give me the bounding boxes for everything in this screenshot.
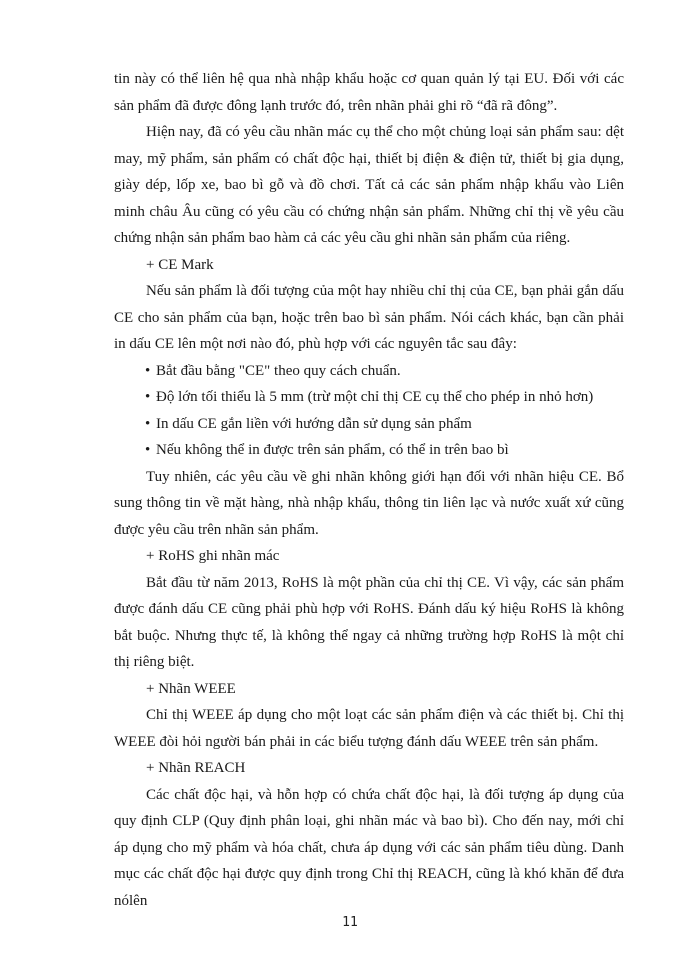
list-item — [114, 411, 624, 438]
bullet-icon: • — [145, 362, 151, 379]
paragraph-weee: Chỉ thị WEEE áp dụng cho một loạt các sản phẩm điện và các thiết bị. Chỉ thị WEEE đòi hỏi người bán phải in các biểu tượng đánh dấu WEEE trên sản phẩm. — [114, 707, 624, 750]
paragraph-ce-extra-info: Tuy nhiên, các yêu cầu về ghi nhãn không giới hạn đối với nhãn hiệu CE. Bổ sung thông tin về mặt hàng, nhà nhập khẩu, thông tin liên lạc và nước xuất xứ cũng được yêu cầu trên nhãn sản phẩm. — [114, 468, 624, 538]
paragraph-eu-contact: tin này có thể liên hệ qua nhà nhập khẩu hoặc cơ quan quản lý tại EU. Đối với các sản phẩm đã được đông lạnh trước đó, trên nhãn phải ghi rõ “đã rã đông”. — [114, 71, 624, 114]
paragraph-ce-intro: Nếu sản phẩm là đối tượng của một hay nhiều chỉ thị của CE, bạn phải gắn dấu CE cho sản phẩm của bạn, hoặc trên bao bì sản phẩm. Nói cách khác, bạn cần phải in dấu CE lên một nơi nào đó, phù hợp với các nguyên tắc sau đây: — [114, 283, 624, 352]
list-item-text: Độ lớn tối thiểu là 5 mm (trừ một chỉ thị CE cụ thể cho phép in nhỏ hơn) — [156, 389, 594, 405]
bullet-icon: • — [145, 389, 151, 405]
paragraph-reach: Các chất độc hại, và hỗn hợp có chứa chất độc hại, là đối tượng áp dụng của quy định CLP (Quy định phân loại, ghi nhãn mác và bao bì). Cho đến nay, mới chỉ áp dụng cho mỹ phẩm và hóa chất, chưa áp dụng với các sản phẩm tiêu dùng. Danh mục các chất độc hại được quy định trong Chỉ thị REACH, cũng là khó khăn để đưa nólên — [114, 786, 624, 909]
list-item — [114, 437, 624, 464]
heading-ce-mark: + CE Mark — [146, 256, 214, 273]
page-number: 11 — [342, 915, 358, 930]
bullet-icon: • — [145, 415, 151, 432]
paragraph-rohs: Bắt đầu từ năm 2013, RoHS là một phần của chỉ thị CE. Vì vậy, các sản phẩm được đánh dấu CE cũng phải phù hợp với RoHS. Đánh dấu ký hiệu RoHS là không bắt buộc. Nhưng thực tế, là không thể ngay cả những trường hợp RoHS là một chỉ thị riêng biệt. — [114, 574, 624, 670]
list-item-text: In dấu CE gắn liền với hướng dẫn sử dụng sản phẩm — [156, 415, 472, 432]
ce-rules-list — [114, 358, 624, 464]
paragraph-label-requirements: Hiện nay, đã có yêu cầu nhãn mác cụ thể cho một chủng loại sản phẩm sau: dệt may, mỹ phẩm, sản phẩm có chất độc hại, thiết bị điện & điện tử, thiết bị gia dụng, giày dép, lốp xe, bao bì gỗ và đồ chơi. Tất cả các sản phẩm nhập khẩu vào Liên minh châu Âu cũng có yêu cầu có chứng nhận sản phẩm. Những chỉ thị về yêu cầu chứng nhận sản phẩm bao hàm cả các yêu cầu ghi nhãn sản phẩm của riêng. — [114, 124, 624, 246]
list-item-text: Bắt đầu bằng "CE" theo quy cách chuẩn. — [156, 362, 401, 379]
page-body — [114, 66, 624, 914]
list-item — [114, 384, 624, 411]
bullet-icon: • — [145, 442, 151, 458]
heading-reach: + Nhãn REACH — [146, 760, 246, 776]
list-item-text: Nếu không thể in được trên sản phẩm, có thể in trên bao bì — [156, 442, 509, 458]
heading-weee: + Nhãn WEEE — [146, 680, 236, 697]
heading-rohs: + RoHS ghi nhãn mác — [146, 548, 280, 564]
list-item — [114, 358, 624, 385]
